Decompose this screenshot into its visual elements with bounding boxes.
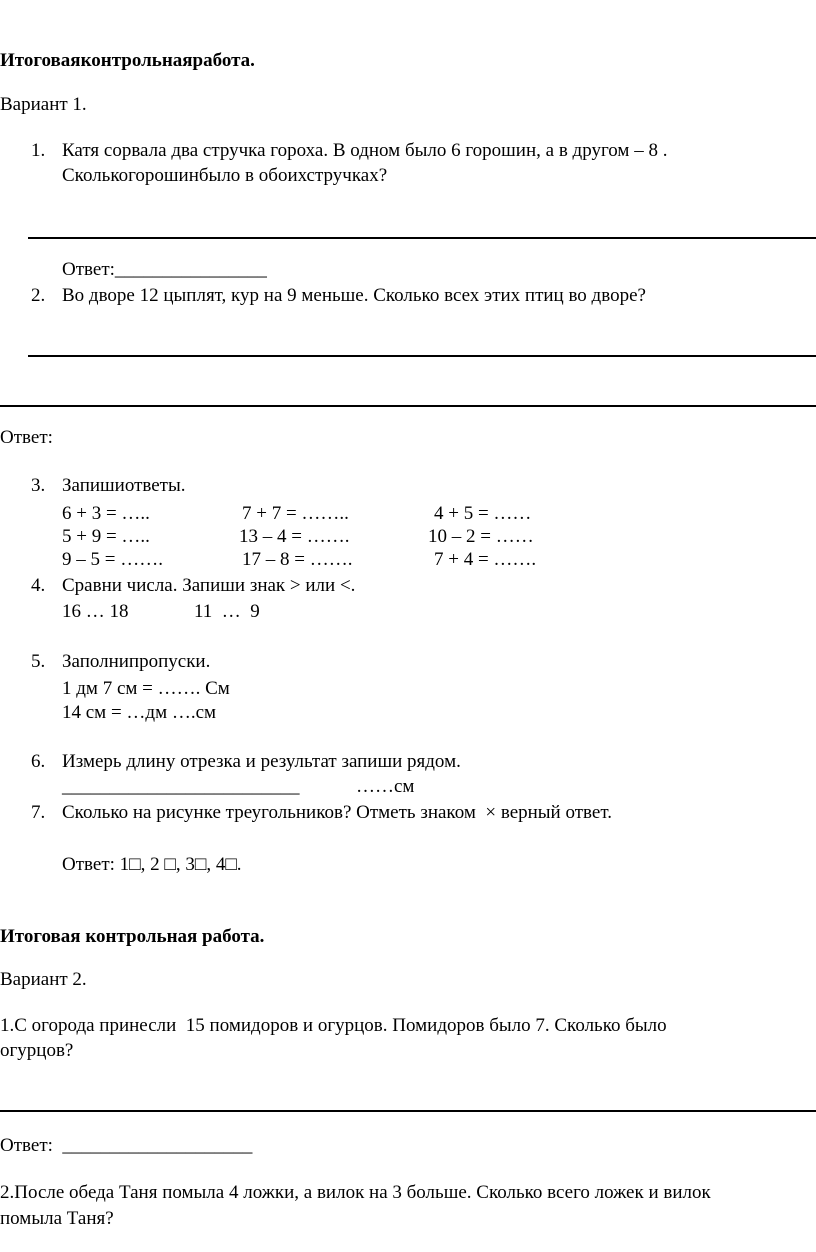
q1-answer: Ответ:________________ (62, 259, 267, 280)
q3-expr: 9 – 5 = ……. (62, 549, 163, 570)
variant1-title: Итоговаяконтрольнаяработа. (0, 50, 255, 71)
q5-line2: 14 см = …дм ….см (62, 702, 217, 723)
q4-number: 4. (31, 575, 46, 596)
q2-text: Во дворе 12 цыплят, кур на 9 меньше. Сколько всех этих птиц во дворе? (62, 285, 646, 306)
q5-number: 5. (31, 651, 46, 672)
v2-q2-line2: помыла Таня? (0, 1208, 114, 1229)
q6-segment: _________________________ (62, 776, 300, 797)
q3-text: Запишиответы. (62, 475, 186, 496)
q2-answer: Ответ: (0, 427, 53, 448)
q2-solution-line (28, 355, 816, 357)
v2-q1-line1: 1.С огорода принесли 15 помидоров и огурцов. Помидоров было 7. Сколько было (0, 1015, 667, 1036)
q1-number: 1. (31, 140, 46, 161)
v2-q1-solution-line (0, 1110, 816, 1112)
q3-expr: 7 + 4 = ……. (434, 549, 537, 570)
q3-expr: 7 + 7 = …….. (242, 503, 349, 524)
v2-q1-line2: огурцов? (0, 1040, 74, 1061)
q3-number: 3. (31, 475, 46, 496)
q7-answer: Ответ: 1□, 2 □, 3□, 4□. (62, 854, 242, 875)
q3-expr: 10 – 2 = …… (428, 526, 534, 547)
q3-expr: 5 + 9 = ….. (62, 526, 150, 547)
q4-item: 11 … 9 (194, 601, 260, 622)
q3-expr: 17 – 8 = ……. (242, 549, 353, 570)
v2-q1-answer: Ответ: ____________________ (0, 1135, 253, 1156)
v2-q2-line1: 2.После обеда Таня помыла 4 ложки, а вилок на 3 больше. Сколько всего ложек и вилок (0, 1182, 711, 1203)
q6-number: 6. (31, 751, 46, 772)
q1-solution-line (28, 237, 816, 239)
q6-result: ……см (356, 776, 415, 797)
q4-text: Сравни числа. Запиши знак > или <. (62, 575, 356, 596)
q2-solution-line-2 (0, 405, 816, 407)
q7-text: Сколько на рисунке треугольников? Отметь знаком × верный ответ. (62, 802, 612, 823)
variant2-label: Вариант 2. (0, 969, 87, 990)
q5-line1: 1 дм 7 см = ……. См (62, 678, 230, 699)
q2-number: 2. (31, 285, 46, 306)
q7-number: 7. (31, 802, 46, 823)
q3-expr: 4 + 5 = …… (434, 503, 532, 524)
q6-text: Измерь длину отрезка и результат запиши рядом. (62, 751, 461, 772)
q3-expr: 13 – 4 = ……. (239, 526, 350, 547)
q4-item: 16 … 18 (62, 601, 129, 622)
q3-expr: 6 + 3 = ….. (62, 503, 150, 524)
q1-text-line2: Сколькогорошинбыло в обоихстручках? (62, 165, 388, 186)
q5-text: Заполнипропуски. (62, 651, 211, 672)
variant1-label: Вариант 1. (0, 94, 87, 115)
variant2-title: Итоговая контрольная работа. (0, 926, 265, 947)
q1-text-line1: Катя сорвала два стручка гороха. В одном было 6 горошин, а в другом – 8 . (62, 140, 668, 161)
